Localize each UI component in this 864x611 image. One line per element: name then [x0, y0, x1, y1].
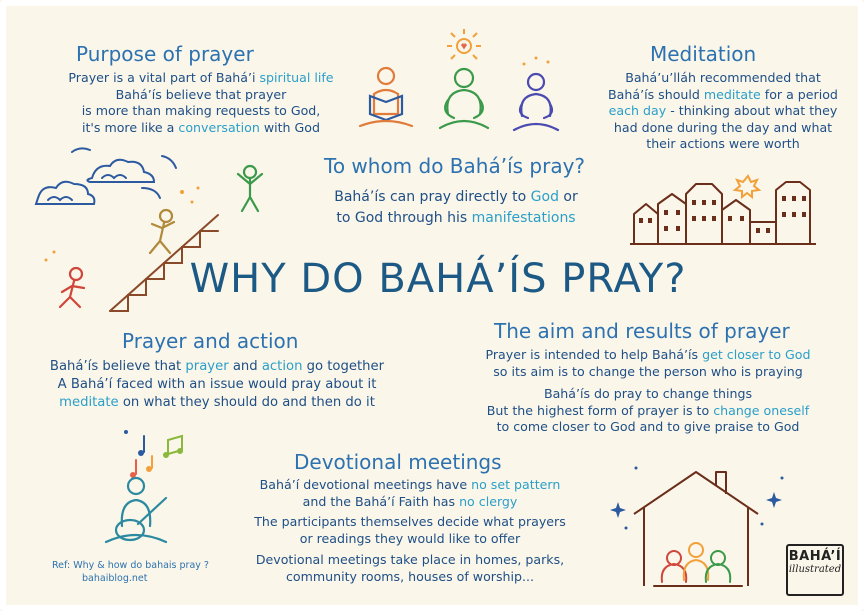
- action-line: on what they should do and then do it: [118, 395, 375, 410]
- devotional-highlight: no set pattern: [471, 477, 561, 492]
- action-highlight: action: [261, 359, 303, 374]
- meditation-line: their actions were worth: [646, 136, 800, 151]
- devotional-line: Devotional meetings take place in homes, parks,: [255, 552, 565, 567]
- aim-line: Prayer is intended to help Bahá’ís: [485, 347, 703, 362]
- aim-line: to come closer to God and to give praise to God: [496, 419, 800, 434]
- sparkle-icon: [45, 187, 200, 262]
- house-illustration: [612, 458, 792, 598]
- meditation-line: had done during the day and what: [613, 119, 833, 135]
- climbing-person-icon: [150, 210, 174, 253]
- devotional-line: The participants themselves decide what prayers: [254, 514, 566, 529]
- meditation-highlight: meditate: [703, 86, 761, 102]
- gathered-people-icon: [654, 543, 742, 586]
- logo-subtitle: illustrated: [788, 564, 842, 575]
- devotional-line: Bahá’í devotional meetings have: [259, 477, 472, 492]
- purpose-heading: Purpose of prayer: [76, 42, 254, 66]
- action-highlight: prayer: [185, 359, 229, 374]
- reading-person-icon: [360, 68, 412, 126]
- reference: [52, 559, 209, 585]
- meditation-line: for a period: [760, 86, 838, 102]
- sparkle-icon: [610, 467, 784, 530]
- reference-title: Ref: Why & how do bahais pray ?: [52, 560, 209, 571]
- action-line: and: [228, 359, 262, 374]
- purpose-line: Prayer is a vital part of Bahá’i: [68, 70, 260, 85]
- devotional-heading: Devotional meetings: [294, 450, 502, 474]
- whom-highlight: God: [530, 189, 559, 205]
- praying-figures-illustration: [356, 34, 566, 139]
- meditating-person-icon: [440, 69, 488, 128]
- bahai-illustrated-logo: [786, 544, 844, 596]
- aim-line: But the highest form of prayer is to: [486, 402, 714, 418]
- whom-line: Bahá’ís can pray directly to: [334, 189, 531, 205]
- purpose-text: [46, 70, 356, 136]
- devotional-line: or readings they would like to offer: [299, 530, 521, 546]
- meditation-highlight: each day: [608, 103, 667, 118]
- aim-line: so its aim is to change the person who is praying: [493, 363, 803, 379]
- logo-title: BAHÁ’Í: [788, 549, 842, 564]
- action-heading: Prayer and action: [122, 329, 299, 353]
- purpose-highlight: conversation: [178, 119, 260, 135]
- whom-line: or: [558, 189, 578, 205]
- purpose-line: with God: [259, 119, 320, 135]
- whom-line: to God through his: [336, 210, 472, 226]
- guitarist-illustration: [96, 426, 216, 556]
- aim-highlight: get closer to God: [702, 347, 811, 362]
- staircase-illustration: [32, 196, 292, 336]
- action-line: go together: [302, 359, 385, 374]
- devotional-highlight: no clergy: [459, 493, 518, 509]
- whom-highlight: manifestations: [471, 210, 576, 226]
- star-icon: [735, 176, 759, 197]
- reference-source: bahaiblog.net: [82, 573, 148, 584]
- action-line: Bahá’ís believe that: [49, 359, 186, 374]
- aim-text: [468, 347, 828, 436]
- aim-heading: The aim and results of prayer: [494, 319, 790, 343]
- meditating-person-icon: [514, 57, 558, 131]
- walking-person-icon: [60, 268, 84, 307]
- music-notes-icon: [124, 430, 183, 478]
- staircase-icon: [110, 215, 218, 311]
- meditation-line: Bahá’ís should: [608, 86, 704, 102]
- meditation-line: - thinking about what they: [666, 103, 838, 118]
- guitarist-person-icon: [106, 478, 166, 542]
- meditation-heading: Meditation: [650, 42, 757, 66]
- action-highlight: meditate: [59, 395, 119, 410]
- sun-icon: [447, 29, 481, 59]
- aim-line: Bahá’ís do pray to change things: [543, 386, 753, 401]
- devotional-line: community rooms, houses of worship...: [285, 568, 535, 584]
- meditation-line: Bahá’u’lláh recommended that: [625, 70, 821, 85]
- devotional-line: and the Bahá’í Faith has: [302, 493, 460, 509]
- devotional-text: [230, 477, 590, 585]
- house-icon: [634, 472, 758, 586]
- buildings-icon: [630, 182, 816, 244]
- purpose-line: is more than making requests to God,: [81, 103, 321, 118]
- whom-text: [296, 187, 616, 229]
- action-text: [32, 358, 402, 412]
- action-line: A Bahá’í faced with an issue would pray about it: [57, 377, 377, 392]
- aim-highlight: change oneself: [713, 402, 810, 418]
- whom-heading: To whom do Bahá’ís pray?: [324, 154, 586, 178]
- main-title: WHY DO BAHÁ’ÍS PRAY?: [189, 256, 687, 302]
- purpose-line: it's more like a: [82, 119, 179, 135]
- purpose-line: Bahá’ís believe that prayer: [115, 86, 287, 102]
- town-illustration: [630, 174, 820, 249]
- jumping-person-icon: [238, 166, 262, 211]
- meditation-text: [580, 70, 864, 153]
- purpose-highlight: spiritual life: [259, 70, 334, 85]
